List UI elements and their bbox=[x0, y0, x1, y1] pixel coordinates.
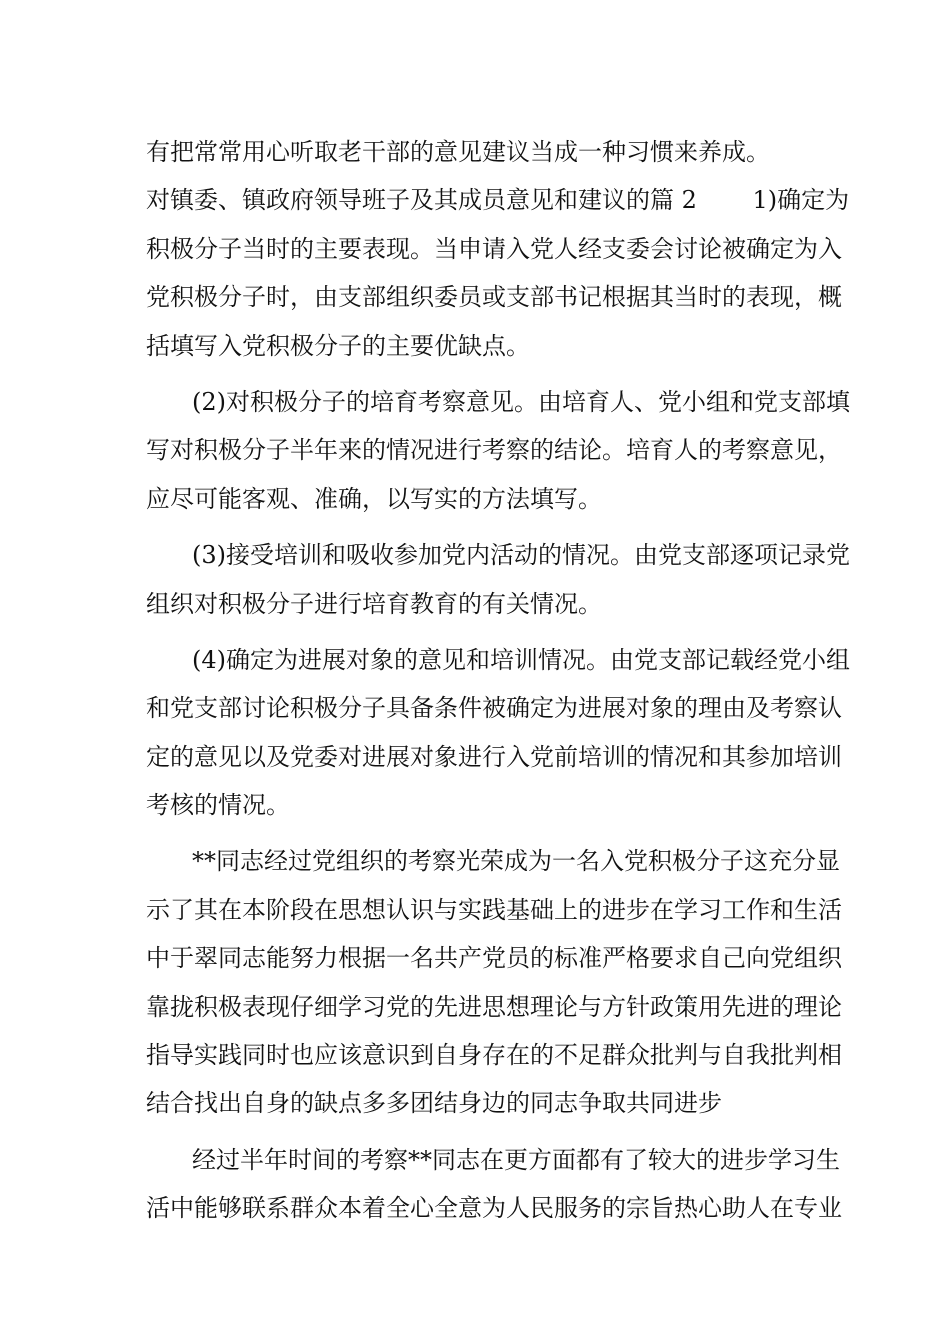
text-line: 写对积极分子半年来的情况进行考察的结论。培育人的考察意见， bbox=[146, 436, 842, 465]
text-line: 对镇委、镇政府领导班子及其成员意见和建议的篇 2 1)确定为 bbox=[146, 186, 850, 215]
text-line: 结合找出自身的缺点多多团结身边的同志争取共同进步 bbox=[146, 1089, 722, 1118]
text-line: 组织对积极分子进行培育教育的有关情况。 bbox=[146, 589, 602, 618]
text-line: (2)对积极分子的培育考察意见。由培育人、党小组和党支部填 bbox=[192, 387, 850, 416]
text-line: 经过半年时间的考察**同志在更方面都有了较大的进步学习生 bbox=[192, 1145, 840, 1174]
text-line: 括填写入党积极分子的主要优缺点。 bbox=[146, 331, 530, 360]
document-body bbox=[146, 128, 850, 1233]
paragraph-gap bbox=[146, 829, 816, 837]
text-line: 示了其在本阶段在思想认识与实践基础上的进步在学习工作和生活 bbox=[146, 895, 842, 924]
text-line: **同志经过党组织的考察光荣成为一名入党积极分子这充分显 bbox=[192, 847, 840, 876]
text-line: 中于翠同志能努力根据一名共产党员的标准严格要求自己向党组织 bbox=[146, 944, 842, 973]
text-line: 指导实践同时也应该意识到自身存在的不足群众批判与自我批判相 bbox=[146, 1041, 842, 1070]
text-line: 积极分子当时的主要表现。当申请入党人经支委会讨论被确定为入 bbox=[146, 234, 842, 263]
text-line: (3)接受培训和吸收参加党内活动的情况。由党支部逐项记录党 bbox=[192, 541, 850, 570]
text-line: (4)确定为进展对象的意见和培训情况。由党支部记载经党小组 bbox=[192, 645, 850, 674]
text-line: 定的意见以及党委对进展对象进行入党前培训的情况和其参加培训 bbox=[146, 742, 842, 771]
text-line: 活中能够联系群众本着全心全意为人民服务的宗旨热心助人在专业 bbox=[146, 1194, 842, 1223]
paragraph-gap bbox=[146, 628, 816, 636]
text-line: 应尽可能客观、准确，以写实的方法填写。 bbox=[146, 484, 602, 513]
paragraph-gap bbox=[146, 370, 816, 378]
paragraph-gap bbox=[146, 1128, 816, 1136]
text-line: 靠拢积极表现仔细学习党的先进思想理论与方针政策用先进的理论 bbox=[146, 992, 842, 1021]
text-line: 考核的情况。 bbox=[146, 791, 290, 820]
text-line: 党积极分子时，由支部组织委员或支部书记根据其当时的表现，概 bbox=[146, 283, 842, 312]
text-line: 有把常常用心听取老干部的意见建议当成一种习惯来养成。 bbox=[146, 138, 770, 166]
paragraph-gap bbox=[146, 523, 816, 531]
text-line: 和党支部讨论积极分子具备条件被确定为进展对象的理由及考察认 bbox=[146, 694, 842, 723]
